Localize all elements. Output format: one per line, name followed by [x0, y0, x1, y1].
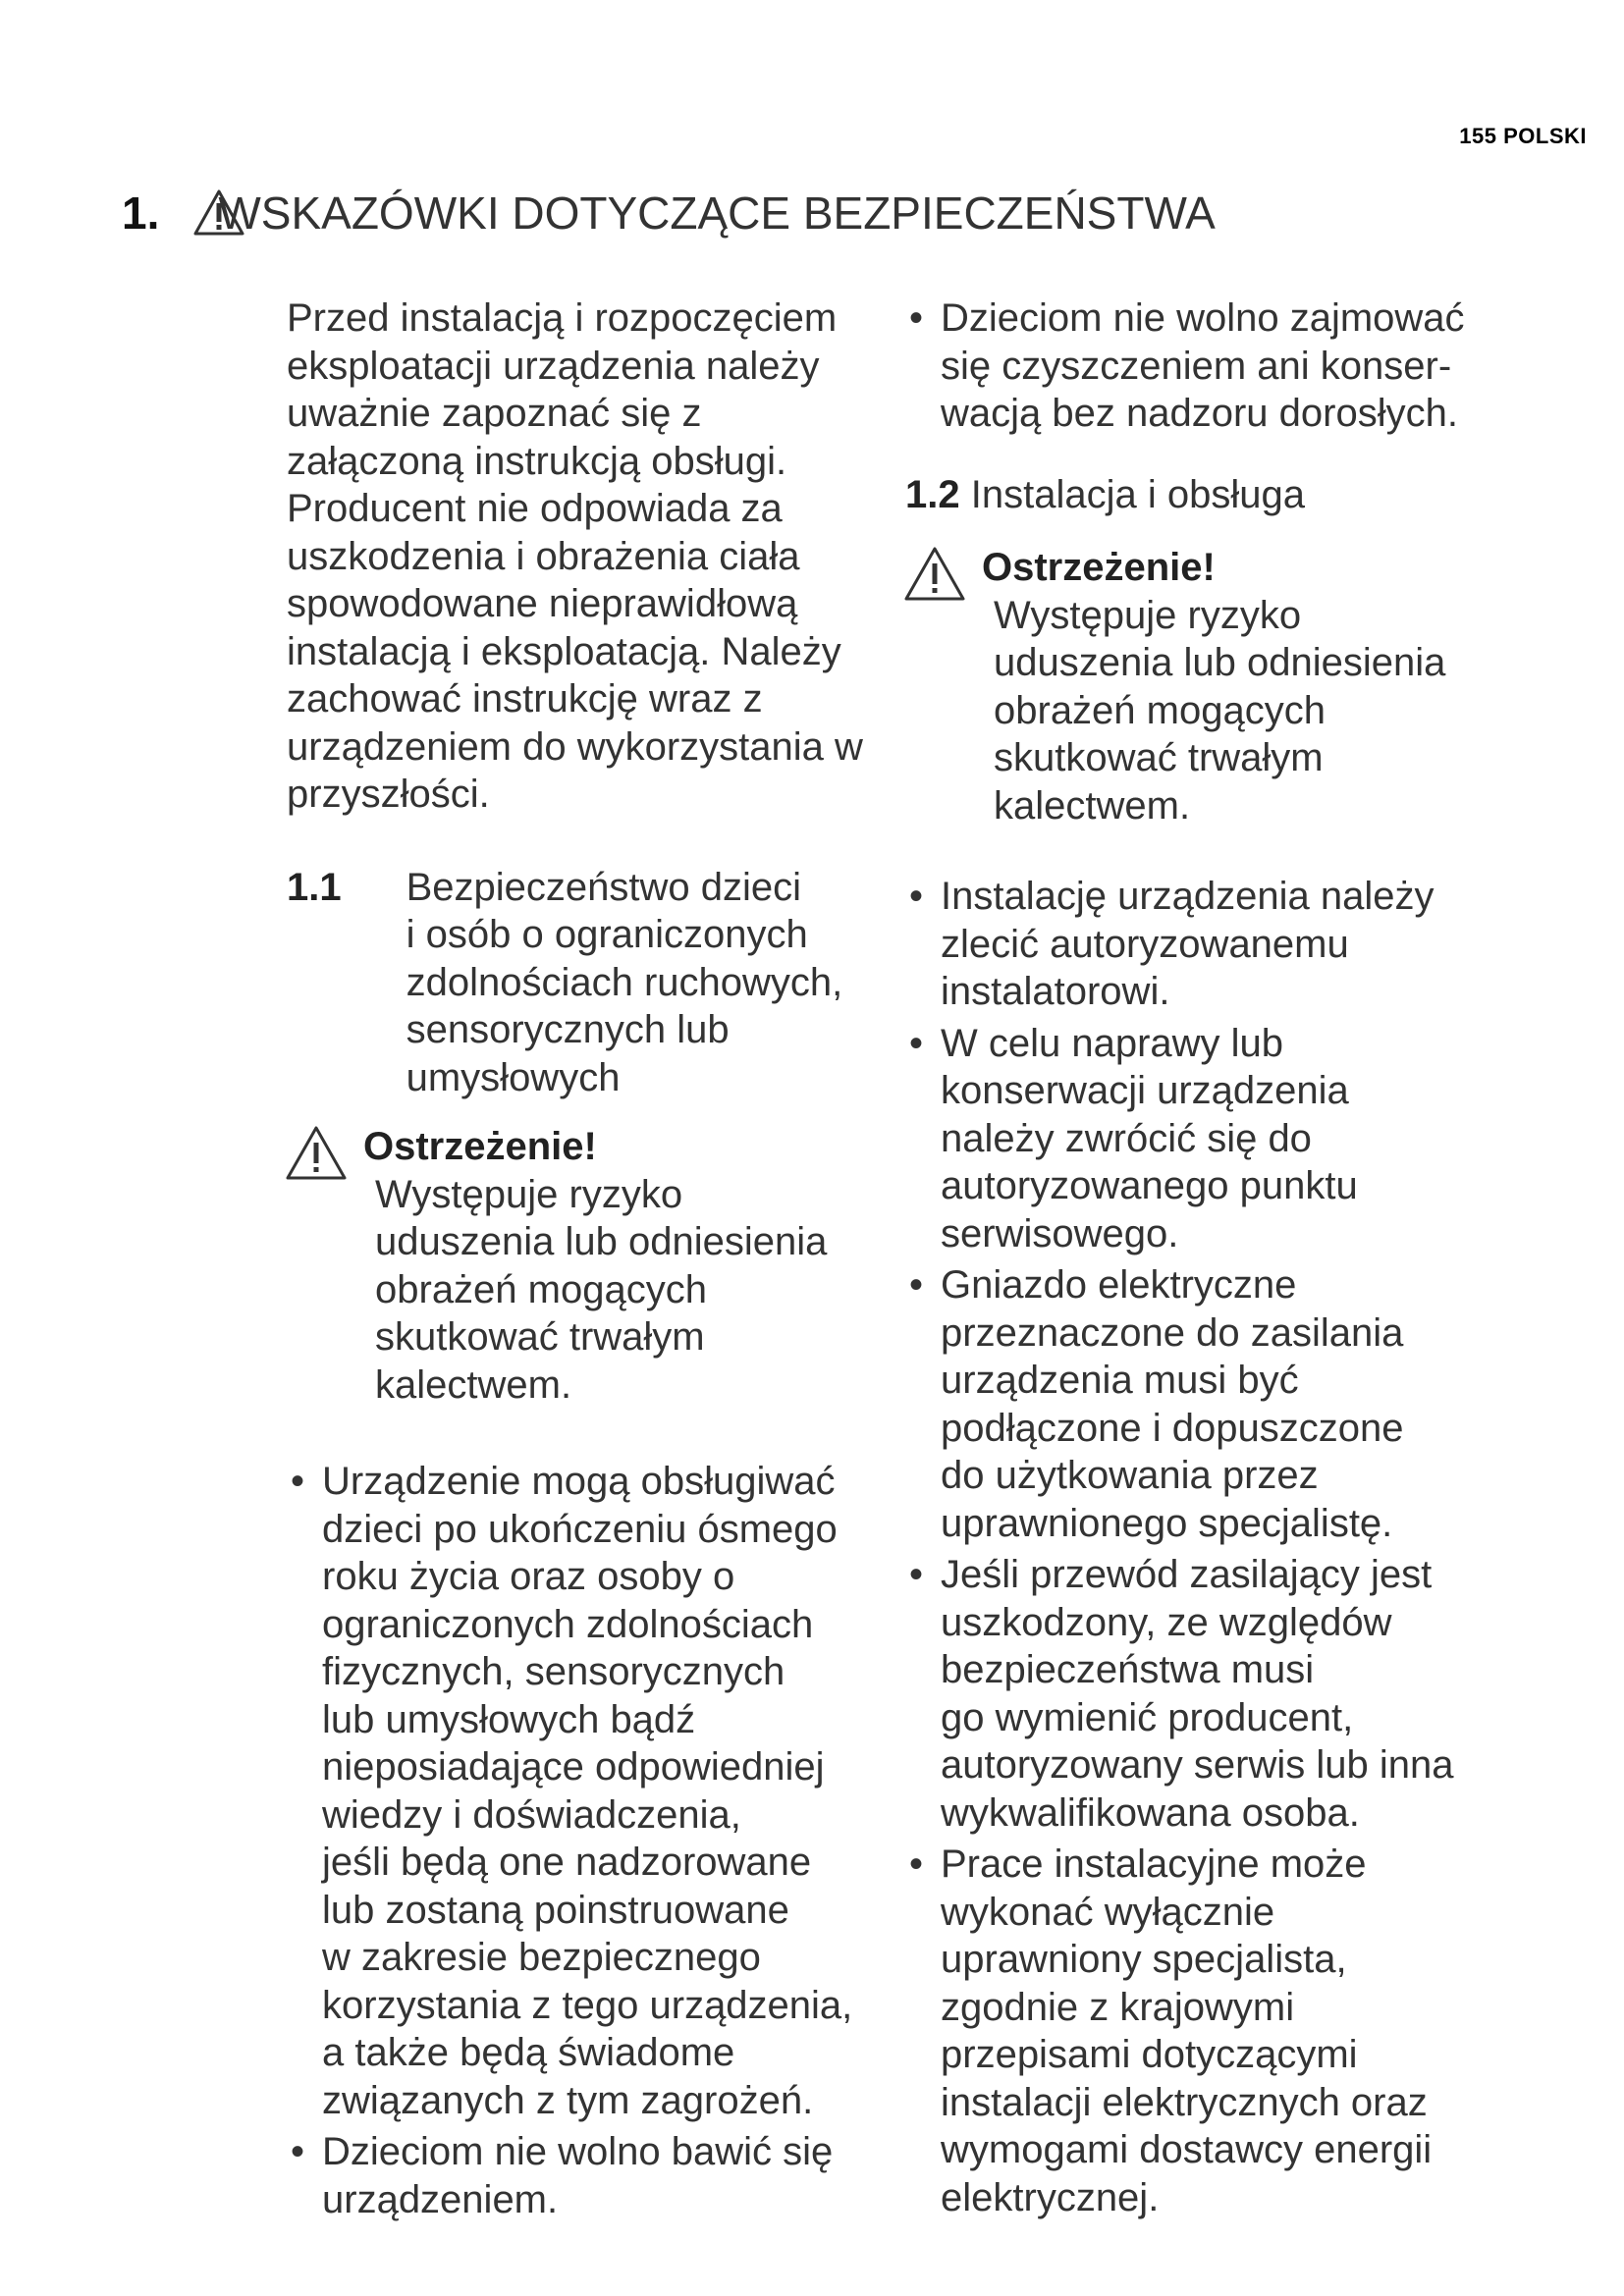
list-item: • Gniazdo elektryczne przeznaczone do zasilania urządzenia musi być podłączone i dopuszczone do użytkowania przez uprawnionego specjalistę.	[909, 1263, 1404, 1545]
bullet-list	[287, 1458, 876, 2223]
section-heading-1-1	[287, 864, 876, 1102]
warning-triangle-icon	[285, 1125, 348, 1182]
list-item: • Jeśli przewód zasilający jest uszkodzony, ze względów bezpieczeństwa musi go wymienić producent, autoryzowany serwis lub inna wykwalifikowana osoba.	[909, 1553, 1454, 1835]
warning-title: Ostrzeżenie!	[982, 546, 1216, 589]
warning-block	[905, 544, 1583, 829]
bullet-list	[905, 294, 1583, 438]
chapter-number: 1.	[122, 187, 160, 239]
list-item: • Dzieciom nie wolno zajmować się czyszczeniem ani konser- wacją bez nadzoru dorosłych.	[909, 296, 1465, 435]
section-number: 1.1	[287, 865, 342, 909]
list-item: • Dzieciom nie wolno bawić się urządzeniem.	[291, 2130, 834, 2221]
section-title: Bezpieczeństwo dzieci i osób o ograniczonych zdolnościach ruchowych, sensorycznych lub umysłowych	[406, 865, 843, 1099]
page-number: 155 POLSKI	[1459, 124, 1587, 148]
intro-paragraph: Przed instalacją i rozpoczęciem eksploatacji urządzenia należy uważnie zapoznać się z załączoną instrukcją obsługi. Producent nie odpowiada za uszkodzenia i obrażenia ciała spowodowane nieprawidłową instalacją i eksploatacją. Należy zachować instrukcję wraz z urządzeniem do wykorzystania w przyszłości.	[287, 296, 863, 816]
left-column	[287, 294, 876, 2227]
warning-triangle-icon	[903, 546, 966, 603]
list-item: • Instalację urządzenia należy zlecić autoryzowanemu instalatorowi.	[909, 875, 1435, 1013]
warning-text: Występuje ryzyko uduszenia lub odniesienia obrażeń mogących skutkować trwałym kalectwem.	[375, 1172, 828, 1407]
section-title: Instalacja i obsługa	[970, 472, 1305, 516]
list-item: • Urządzenie mogą obsługiwać dzieci po ukończeniu ósmego roku życia oraz osoby o ograniczonych zdolnościach fizycznych, sensorycznych lub umysłowych bądź nieposiadające odpowiedniej wiedzy i doświadczenia, jeśli będą one nadzorowane lub zostaną poinstruowane w zakresie bezpiecznego korzystania z tego urządzenia, a także będą świadome związanych z tym zagrożeń.	[291, 1460, 853, 2122]
section-heading-1-2	[905, 471, 1583, 519]
warning-text: Występuje ryzyko uduszenia lub odniesienia obrażeń mogących skutkować trwałym kalectwem.	[994, 593, 1446, 828]
section-number: 1.2	[905, 472, 960, 516]
list-item: • W celu naprawy lub konserwacji urządzenia należy zwrócić się do autoryzowanego punktu serwisowego.	[909, 1021, 1358, 1255]
chapter-heading	[122, 187, 1216, 240]
bullet-list	[905, 873, 1583, 2221]
chapter-title: WSKAZÓWKI DOTYCZĄCE BEZPIECZEŃSTWA	[218, 187, 1216, 239]
list-item: • Prace instalacyjne może wykonać wyłącznie uprawniony specjalista, zgodnie z krajowymi przepisami dotyczącymi instalacji elektrycznych oraz wymogami dostawcy energii elektrycznej.	[909, 1842, 1433, 2219]
right-column	[905, 294, 1583, 2225]
warning-block	[287, 1123, 876, 1409]
warning-title: Ostrzeżenie!	[363, 1125, 597, 1168]
